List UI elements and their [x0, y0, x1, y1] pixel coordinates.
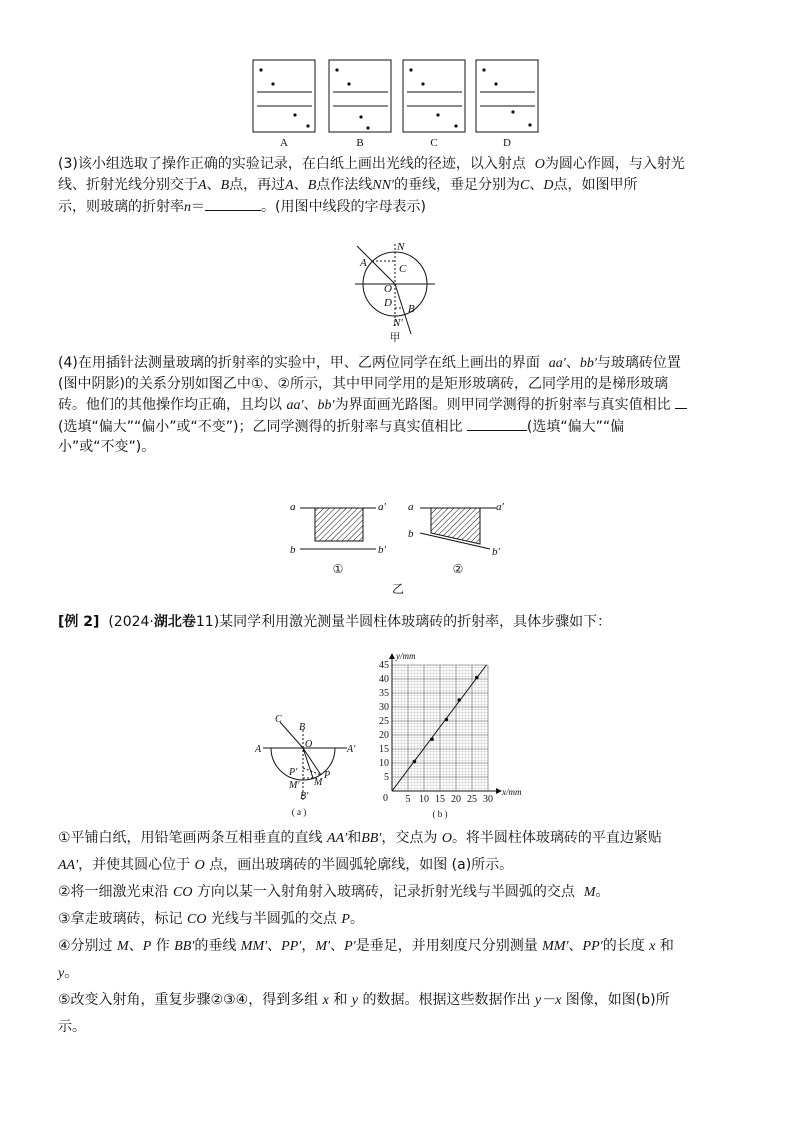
a-label-b-prime: B′	[300, 791, 309, 802]
y-tick-label: 35	[379, 688, 389, 699]
q4-line4a: (选填“偏大”“偏小”或“不变”)；乙同学测得的折射率与真实值相比	[58, 419, 463, 435]
yi1-label-a: a	[290, 501, 296, 513]
y-tick-label: 20	[379, 730, 389, 741]
q3-line2c: 点作法线	[316, 177, 373, 193]
a-label-m-prime: M′	[289, 780, 300, 791]
q3-prefix: (3)	[58, 156, 78, 172]
x-tick-label: 15	[435, 794, 445, 805]
q3-line2a: 线、折射光线分别交于	[58, 177, 198, 193]
panel-label-b: B	[356, 137, 364, 149]
q3-line1: 该小组选取了操作正确的实验记录，在白纸上画出光线的径迹，以入射点	[77, 156, 526, 172]
x-axis-label: x/mm	[502, 787, 522, 797]
steps	[58, 825, 738, 1040]
question-4: (4)在用插针法测量玻璃的折射率的实验中，甲、乙两位同学在纸上画出的界面 aa′、bb′与玻璃砖位置 (图中阴影)的关系分别如图乙中①、②所示，其中甲同学用的是矩形玻璃砖，乙同学用的是梯形玻璃 砖。他们的其他操作均正确，且均以 aa′、bb′为界面画光路图。则甲同学测得的折射率与真实值相比 (选填“偏大”“偏小”或“不变”)；乙同学测得的折射率与真实值相比 (选填“偏大”“偏 小”或“不变”)。	[58, 353, 738, 457]
a-caption: ( a )	[291, 807, 307, 817]
x-tick-label: 30	[483, 794, 493, 805]
q3-line2d: 的垂线，垂足分别为	[394, 177, 520, 193]
y-tick-label: 15	[379, 744, 389, 755]
jia-label-b: B	[408, 303, 415, 315]
q4-line2: (图中阴影)的关系分别如图乙中①、②所示，其中甲同学用的是矩形玻璃砖，乙同学用的是梯形玻璃	[58, 376, 669, 392]
figure-jia	[345, 238, 445, 344]
a-label-m: M	[314, 777, 323, 788]
panel-label-c: C	[430, 137, 438, 149]
figure-a	[255, 712, 365, 822]
q4-line4b: (选填“偏大”“偏	[526, 419, 625, 435]
answer-blank-yi[interactable]	[467, 416, 527, 431]
jia-label-c: C	[399, 263, 407, 275]
y-tick-label: 25	[379, 716, 389, 727]
jia-label-d: D	[384, 297, 392, 309]
answer-blank-jia[interactable]	[675, 394, 687, 409]
yi-caption: 乙	[391, 582, 405, 595]
a-label-c: C	[275, 714, 282, 725]
jia-label-n-prime: N′	[393, 317, 403, 329]
example-tag: [例 2]	[58, 614, 100, 630]
panel-label-d: D	[503, 137, 511, 149]
question-3: (3)该小组选取了操作正确的实验记录，在白纸上画出光线的径迹，以入射点 O为圆心作圆，与入射光 线、折射光线分别交于A、B点，再过A、B点作法线NN′的垂线，垂足分别为C、D点，如图甲所 示，则玻璃的折射率n＝ 。(用图中线段的字母表示)	[58, 156, 685, 215]
q4-line1a: (4)在用插针法测量玻璃的折射率的实验中，甲、乙两位同学在纸上画出的界面	[58, 355, 540, 371]
q3-line1b: 为圆心作圆，与入射光	[544, 156, 685, 172]
x-tick-label: 5	[405, 794, 411, 805]
data-point	[445, 718, 449, 722]
a-label-b: B	[299, 722, 306, 733]
y-axis-label: y/mm	[396, 651, 416, 661]
yi1-label-b: b	[290, 544, 296, 556]
step-5: ⑤改变入射角，重复步骤②③④，得到多组 x 和 y 的数据。根据这些数据作出 y－x 图像，如图(b)所 示。	[58, 992, 670, 1035]
a-label-o: O	[305, 739, 313, 750]
data-point	[457, 698, 461, 702]
b-caption: ( b )	[432, 809, 448, 819]
step-3: ③拿走玻璃砖，标记 CO 光线与半圆弧的交点 P。	[58, 911, 364, 927]
yi-sub-1: ①	[332, 562, 344, 576]
example-source: 湖北卷	[153, 614, 196, 630]
a-label-p-prime: P′	[289, 767, 298, 778]
answer-blank-n[interactable]	[205, 196, 261, 211]
yi-sub-2: ②	[452, 562, 464, 576]
step-4: ④分别过 M、P 作 BB′的垂线 MM′、PP′，M′、P′是垂足，并用刻度尺分别测量 MM′、PP′的长度 x 和 y。	[58, 938, 674, 981]
yi2-label-b: b	[408, 528, 414, 540]
yi2-label-a: a	[408, 501, 414, 513]
q4-line3a: 砖。他们的其他操作均正确，且均以	[58, 397, 282, 413]
yi2-label-a-prime: a′	[496, 501, 504, 513]
jia-label-n: N	[397, 241, 405, 253]
data-point	[413, 760, 417, 764]
jia-label-o: O	[384, 283, 392, 295]
figure-yi	[280, 495, 520, 595]
y-tick-label: 30	[379, 702, 389, 713]
a-label-a: A	[255, 744, 262, 755]
a-label-p: P	[324, 770, 331, 781]
q3-line2b: 点，再过	[229, 177, 286, 193]
x-tick-label: 25	[467, 794, 477, 805]
q3-line3b: 。(用图中线段的字母表示)	[261, 199, 426, 215]
q3-line3a: 示，则玻璃的折射率	[58, 199, 184, 215]
jia-label-a: A	[360, 257, 367, 269]
x-tick-label: 10	[419, 794, 429, 805]
q3-var-o: O	[534, 157, 545, 172]
q4-line3b: 为界面画光路图。则甲同学测得的折射率与真实值相比	[334, 397, 671, 413]
y-tick-label: 10	[379, 758, 389, 769]
jia-caption: 甲	[389, 332, 401, 344]
figure-b-chart	[360, 643, 540, 823]
q3-line2e: 点，如图甲所	[553, 177, 638, 193]
y-tick-label: 40	[379, 674, 389, 685]
step-2: ②将一细激光束沿 CO 方向以某一入射角射入玻璃砖，记录折射光线与半圆弧的交点 M。	[58, 884, 610, 900]
y-tick-label: 45	[379, 660, 389, 671]
a-label-a-prime: A′	[347, 744, 356, 755]
q4-line1b: 与玻璃砖位置	[596, 355, 681, 371]
step-1: ①平铺白纸，用铅笔画两条互相垂直的直线 AA′和BB′，交点为 O。将半圆柱体玻璃砖的平直边紧贴 AA′，并使其圆心位于 O 点，画出玻璃砖的半圆弧轮廓线，如图 (a)所示。	[58, 830, 662, 873]
data-point	[430, 737, 434, 741]
y-tick-label: 5	[384, 772, 389, 783]
example-text: 某同学利用激光测量半圆柱体玻璃砖的折射率，具体步骤如下：	[219, 614, 612, 630]
yi1-label-b-prime: b′	[378, 544, 386, 556]
y-axis-arrow	[389, 653, 395, 659]
origin-label: 0	[383, 793, 388, 804]
x-tick-label: 20	[451, 794, 461, 805]
data-point	[475, 676, 479, 680]
example-2-heading: [例 2] (2024·湖北卷11)某同学利用激光测量半圆柱体玻璃砖的折射率，具体步骤如下：	[58, 614, 612, 630]
yi1-label-a-prime: a′	[378, 501, 386, 513]
yi2-label-b-prime: b′	[492, 546, 500, 558]
q4-line5: 小”或“不变”)。	[58, 439, 156, 455]
top-panels-figure	[250, 55, 550, 150]
panel-label-a: A	[280, 137, 288, 149]
